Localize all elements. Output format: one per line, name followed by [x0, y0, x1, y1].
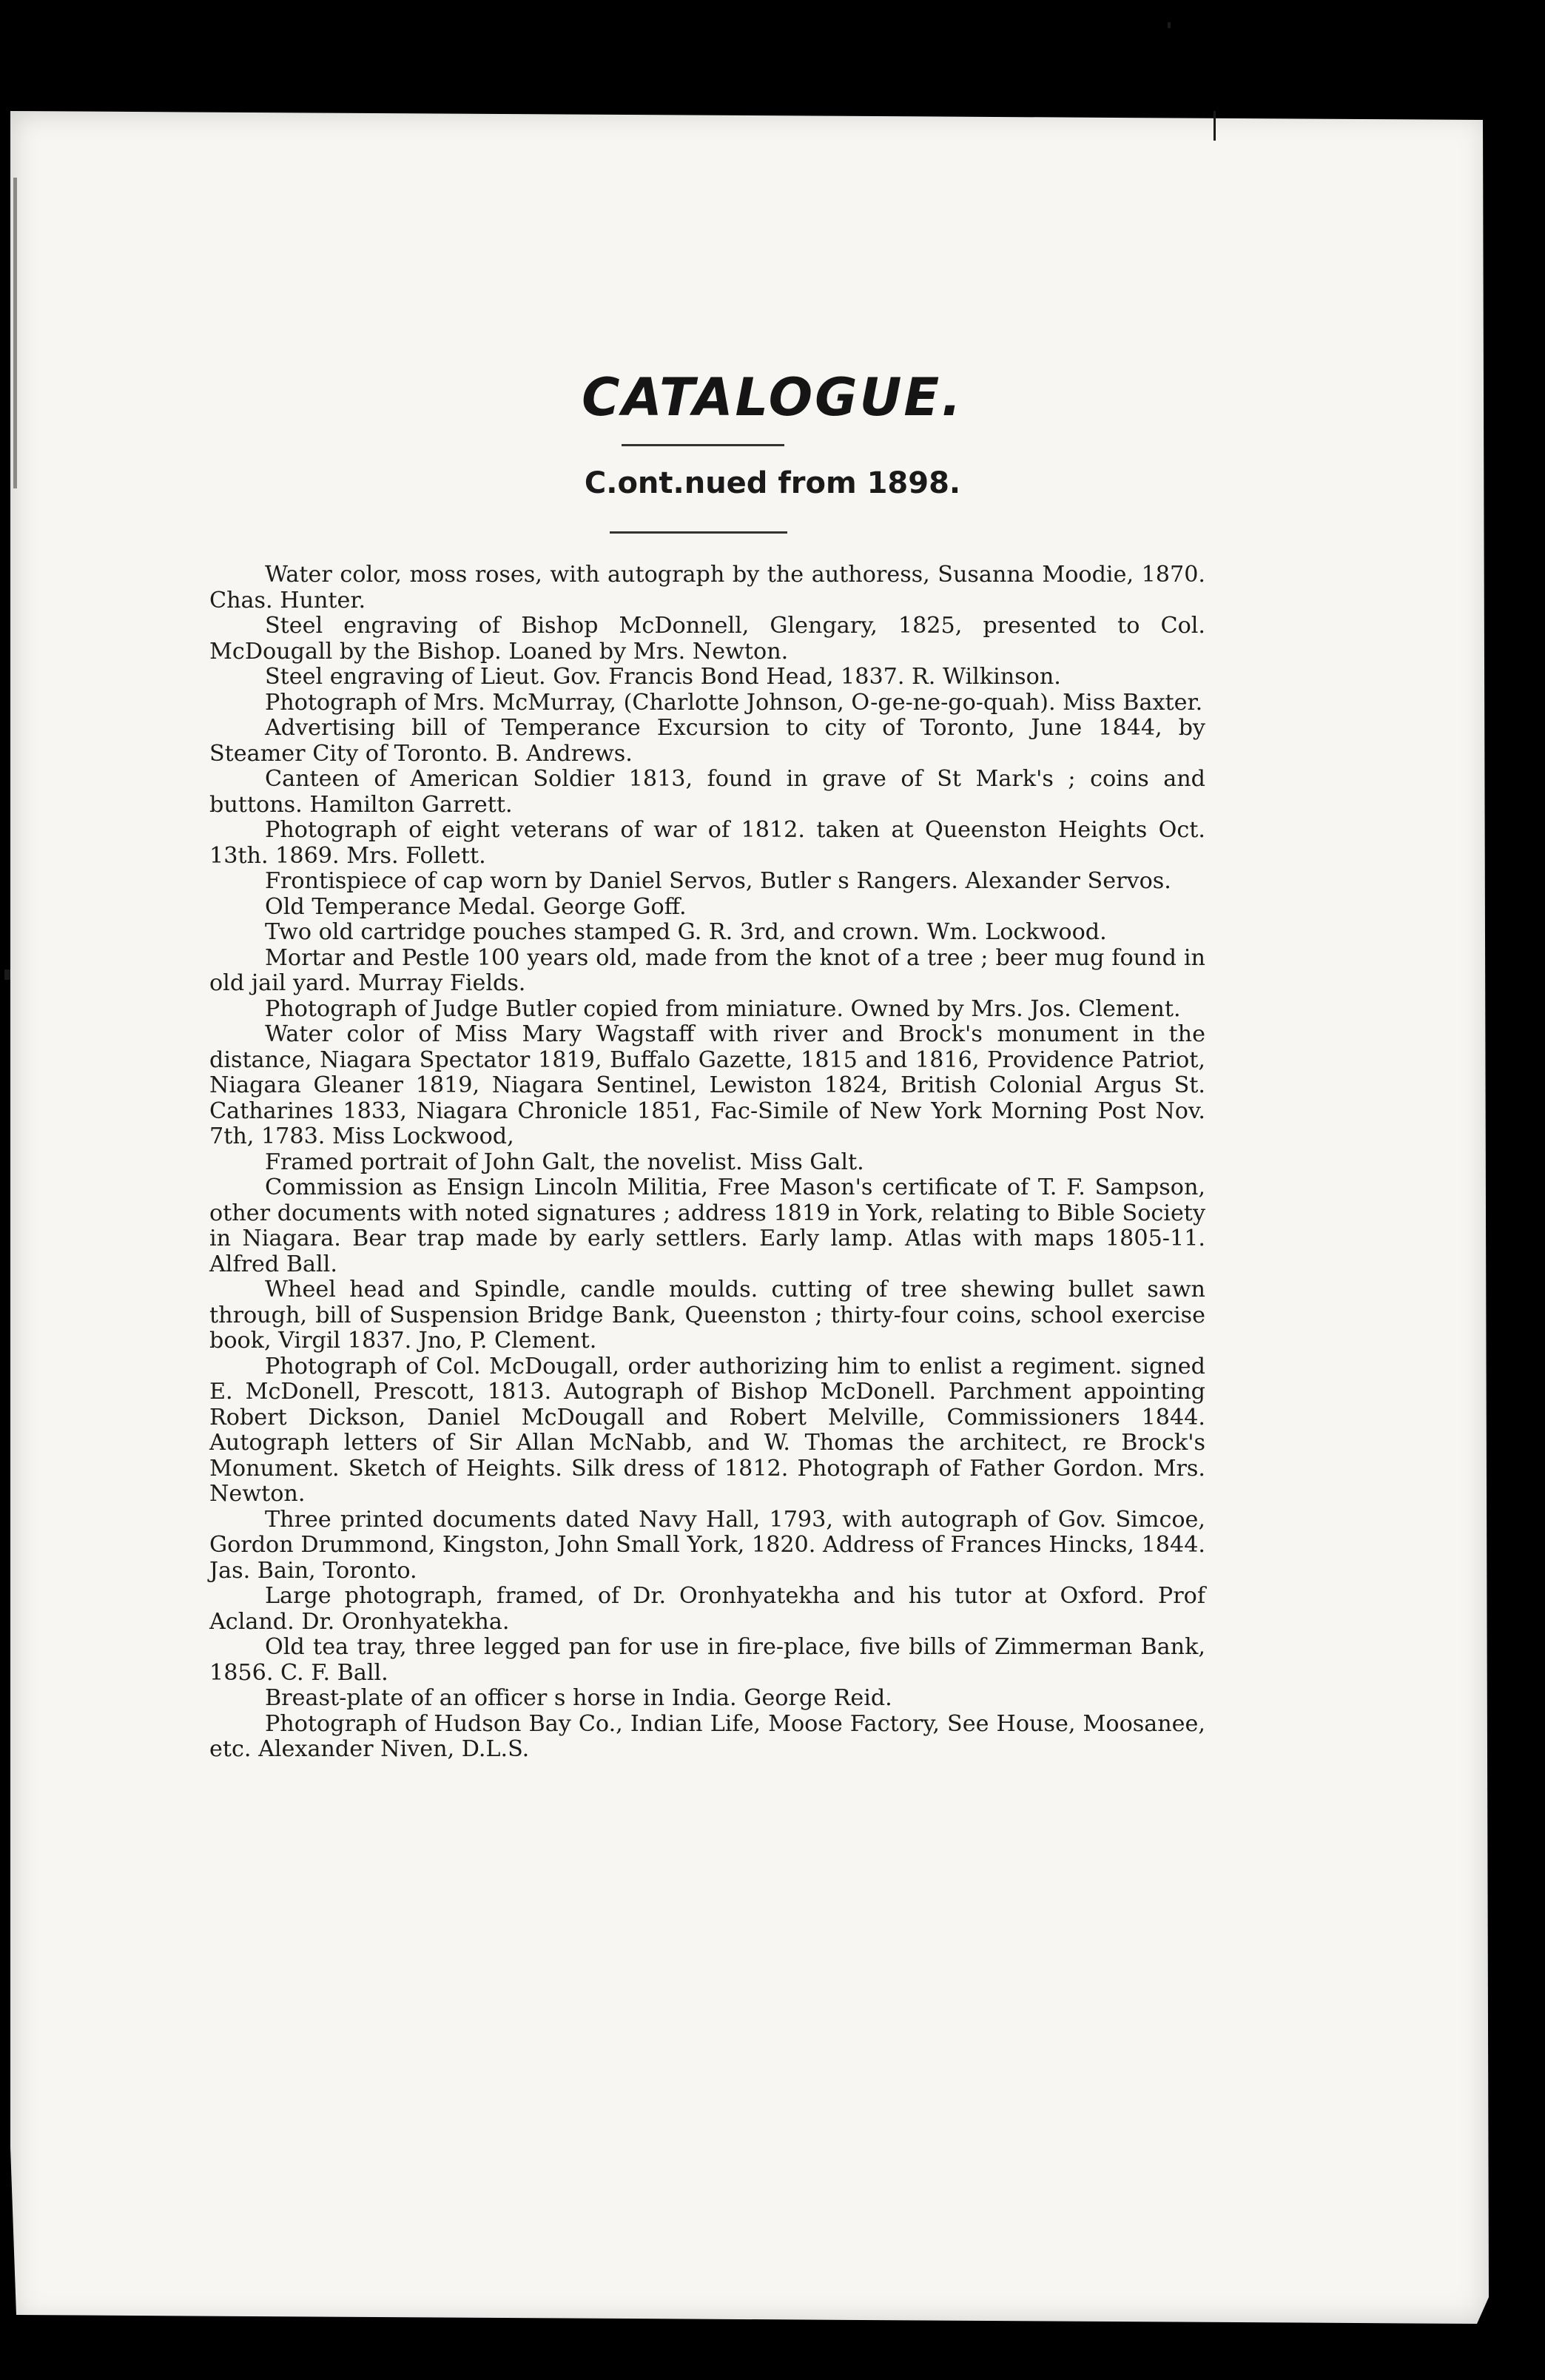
catalogue-entry: Old Temperance Medal. George Goff.: [265, 893, 687, 920]
catalogue-entry: Three printed documents dated Navy Hall, 1793, with autograph of Gov. Simcoe, Gordon Drummond, Kingston, John Small York, 1820. Address of Frances Hincks, 1844. Jas. Bain, Toronto.: [209, 1506, 1205, 1584]
catalogue-entry: Wheel head and Spindle, candle moulds. cutting of tree shewing bullet sawn through, bill of Suspension Bridge Bank, Queenston ; thirty-four coins, school exercise book, Virgil 1837. Jno, P. Clement.: [209, 1277, 1205, 1354]
catalogue-entry: Commission as Ensign Lincoln Militia, Free Mason's certificate of T. F. Sampson, other documents with noted signatures ; address 1819 in York, relating to Bible Society in Niagara. Bear trap made by early settlers. Early lamp. Atlas with maps 1805-11. Alfred Ball.: [209, 1174, 1205, 1277]
subtitle-rule: [610, 531, 787, 534]
title-rule: [622, 444, 784, 446]
page-subtitle: C.ont.nued from 1898.: [584, 466, 961, 500]
catalogue-entry: Large photograph, framed, of Dr. Oronhyatekha and his tutor at Oxford. Prof Acland. Dr. Oronhyatekha.: [209, 1583, 1205, 1635]
catalogue-entry: Water color of Miss Mary Wagstaff with river and Brock's monument in the distance, Niagara Spectator 1819, Buffalo Gazette, 1815 and 1816, Providence Patriot, Niagara Gleaner 1819, Niagara Sentinel, Lewiston 1824, British Colonial Argus St. Catharines 1833, Niagara Chronicle 1851, Fac-Simile of New York Morning Post Nov. 7th, 1783. Miss Lockwood,: [209, 1021, 1205, 1149]
catalogue-entry: Framed portrait of John Galt, the novelist. Miss Galt.: [265, 1149, 864, 1175]
catalogue-entry: Old tea tray, three legged pan for use in fire-place, five bills of Zimmerman Bank, 1856. C. F. Ball.: [209, 1634, 1205, 1686]
catalogue-entry: Steel engraving of Lieut. Gov. Francis Bond Head, 1837. R. Wilkinson.: [265, 664, 1061, 690]
catalogue-entry: Two old cartridge pouches stamped G. R. 3rd, and crown. Wm. Lockwood.: [265, 919, 1107, 945]
page-title: CATALOGUE.: [582, 367, 963, 428]
margin-mark: [1214, 111, 1216, 141]
catalogue-entry: Water color, moss roses, with autograph by the authoress, Susanna Moodie, 1870. Chas. Hunter.: [209, 562, 1205, 614]
margin-mark: [1168, 22, 1171, 28]
catalogue-entry: Mortar and Pestle 100 years old, made from the knot of a tree ; beer mug found in old jail yard. Murray Fields.: [209, 944, 1205, 996]
catalogue-entry: Advertising bill of Temperance Excursion to city of Toronto, June 1844, by Steamer City of Toronto. B. Andrews.: [209, 715, 1205, 767]
margin-mark: [13, 178, 17, 488]
catalogue-entry: Photograph of Col. McDougall, order authorizing him to enlist a regiment. signed E. McDonell, Prescott, 1813. Autograph of Bishop McDonell. Parchment appointing Robert Dickson, Daniel McDougall and Robert Melville, Commissioners 1844. Autograph letters of Sir Allan McNabb, and W. Thomas the architect, re Brock's Monument. Sketch of Heights. Silk dress of 1812. Photograph of Father Gordon. Mrs. Newton.: [209, 1353, 1205, 1507]
catalogue-entry: Canteen of American Soldier 1813, found in grave of St Mark's ; coins and buttons. Hamilton Garrett.: [209, 766, 1205, 818]
catalogue-entry: Photograph of Mrs. McMurray, (Charlotte Johnson, O-ge-ne-go-quah). Miss Baxter.: [265, 689, 1203, 716]
catalogue-entry: Photograph of Judge Butler copied from miniature. Owned by Mrs. Jos. Clement.: [265, 995, 1181, 1022]
catalogue-entry: Breast-plate of an officer s horse in India. George Reid.: [265, 1685, 892, 1711]
margin-mark: [4, 969, 10, 980]
catalogue-list: [209, 562, 1205, 1763]
catalogue-entry: Photograph of eight veterans of war of 1812. taken at Queenston Heights Oct. 13th. 1869. Mrs. Follett.: [209, 817, 1205, 869]
catalogue-entry: Steel engraving of Bishop McDonnell, Glengary, 1825, presented to Col. McDougall by the Bishop. Loaned by Mrs. Newton.: [209, 613, 1205, 665]
catalogue-entry: Photograph of Hudson Bay Co., Indian Life, Moose Factory, See House, Moosanee, etc. Alexander Niven, D.L.S.: [209, 1710, 1205, 1762]
catalogue-entry: Frontispiece of cap worn by Daniel Servos, Butler s Rangers. Alexander Servos.: [265, 868, 1171, 894]
